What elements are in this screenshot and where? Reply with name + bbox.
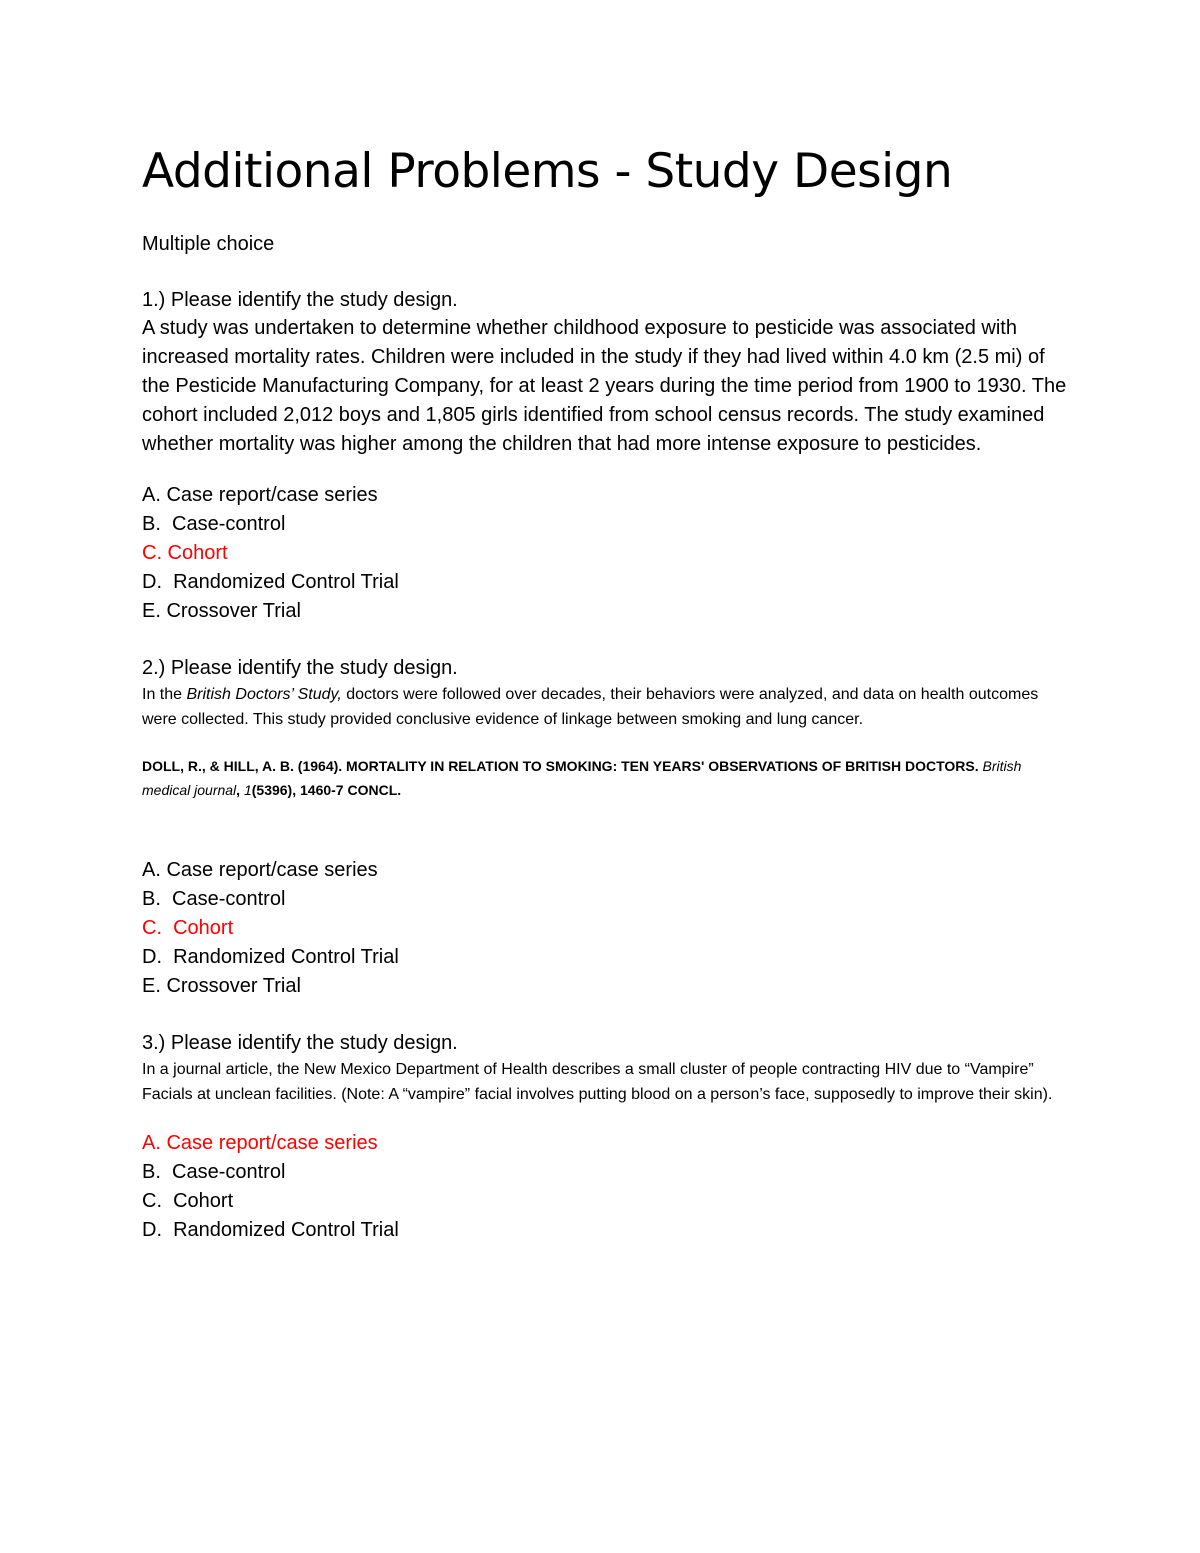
citation-separator: , — [236, 782, 244, 798]
citation — [142, 754, 1072, 802]
page-title: Additional Problems - Study Design — [142, 144, 953, 199]
citation-volume: 1 — [243, 782, 252, 798]
question-2 — [142, 654, 1072, 1001]
citation-journal: British medical journal — [142, 758, 1022, 798]
option-c: C. Cohort — [142, 917, 234, 939]
section-heading: Multiple choice — [142, 233, 275, 255]
option-d: D. Randomized Control Trial — [142, 571, 399, 593]
question-body: A study was undertaken to determine whether childhood exposure to pesticide was associated with increased mortality rates. Children were included in the study if they had lived within 4.0 km (2.5 mi) of the Pesticide Manufacturing Company, for at least 2 years during the time period from 1900 to 1930. The cohort included 2,012 boys and 1,805 girls identified from school census records. The study examined whether mortality was higher among the children that had more intense exposure to pesticides. — [142, 317, 1067, 455]
option-e: E. Crossover Trial — [142, 600, 301, 622]
question-body-suffix: doctors were followed over decades, their behaviors were analyzed, and data on health outcomes were collected. This study provided conclusive evidence of linkage between smoking and lung cancer. — [142, 686, 1039, 728]
option-a: A. Case report/case series — [142, 484, 378, 506]
question-body: In a journal article, the New Mexico Department of Health describes a small cluster of people contracting HIV due to “Vampire” Facials at unclean facilities. (Note: A “vampire” facial involves putting blood on a person’s face, supposedly to improve their skin). — [142, 1061, 1053, 1103]
option-b: B. Case-control — [142, 888, 286, 910]
option-d: D. Randomized Control Trial — [142, 1219, 399, 1241]
option-c: C. Cohort — [142, 542, 228, 564]
document-page — [142, 140, 1072, 1245]
option-b: B. Case-control — [142, 513, 286, 535]
option-a: A. Case report/case series — [142, 1132, 378, 1154]
citation-rest: (5396), 1460-7 CONCL. — [251, 782, 402, 798]
option-c: C. Cohort — [142, 1190, 234, 1212]
answer-options — [142, 1129, 1072, 1245]
option-d: D. Randomized Control Trial — [142, 946, 399, 968]
question-body-prefix: In the — [142, 686, 187, 703]
question-3 — [142, 1029, 1072, 1245]
option-e: E. Crossover Trial — [142, 975, 301, 997]
question-1 — [142, 286, 1072, 626]
question-body — [142, 682, 1072, 732]
answer-options — [142, 856, 1072, 1001]
question-prompt: 1.) Please identify the study design. — [142, 289, 458, 311]
question-prompt: 2.) Please identify the study design. — [142, 657, 458, 679]
study-name: British Doctors’ Study, — [186, 686, 342, 703]
answer-options — [142, 481, 1072, 626]
question-prompt: 3.) Please identify the study design. — [142, 1032, 458, 1054]
option-b: B. Case-control — [142, 1161, 286, 1183]
citation-main: DOLL, R., & HILL, A. B. (1964). MORTALITY IN RELATION TO SMOKING: TEN YEARS' OBSERVATIONS OF BRITISH DOCTORS. — [142, 758, 979, 774]
option-a: A. Case report/case series — [142, 859, 378, 881]
